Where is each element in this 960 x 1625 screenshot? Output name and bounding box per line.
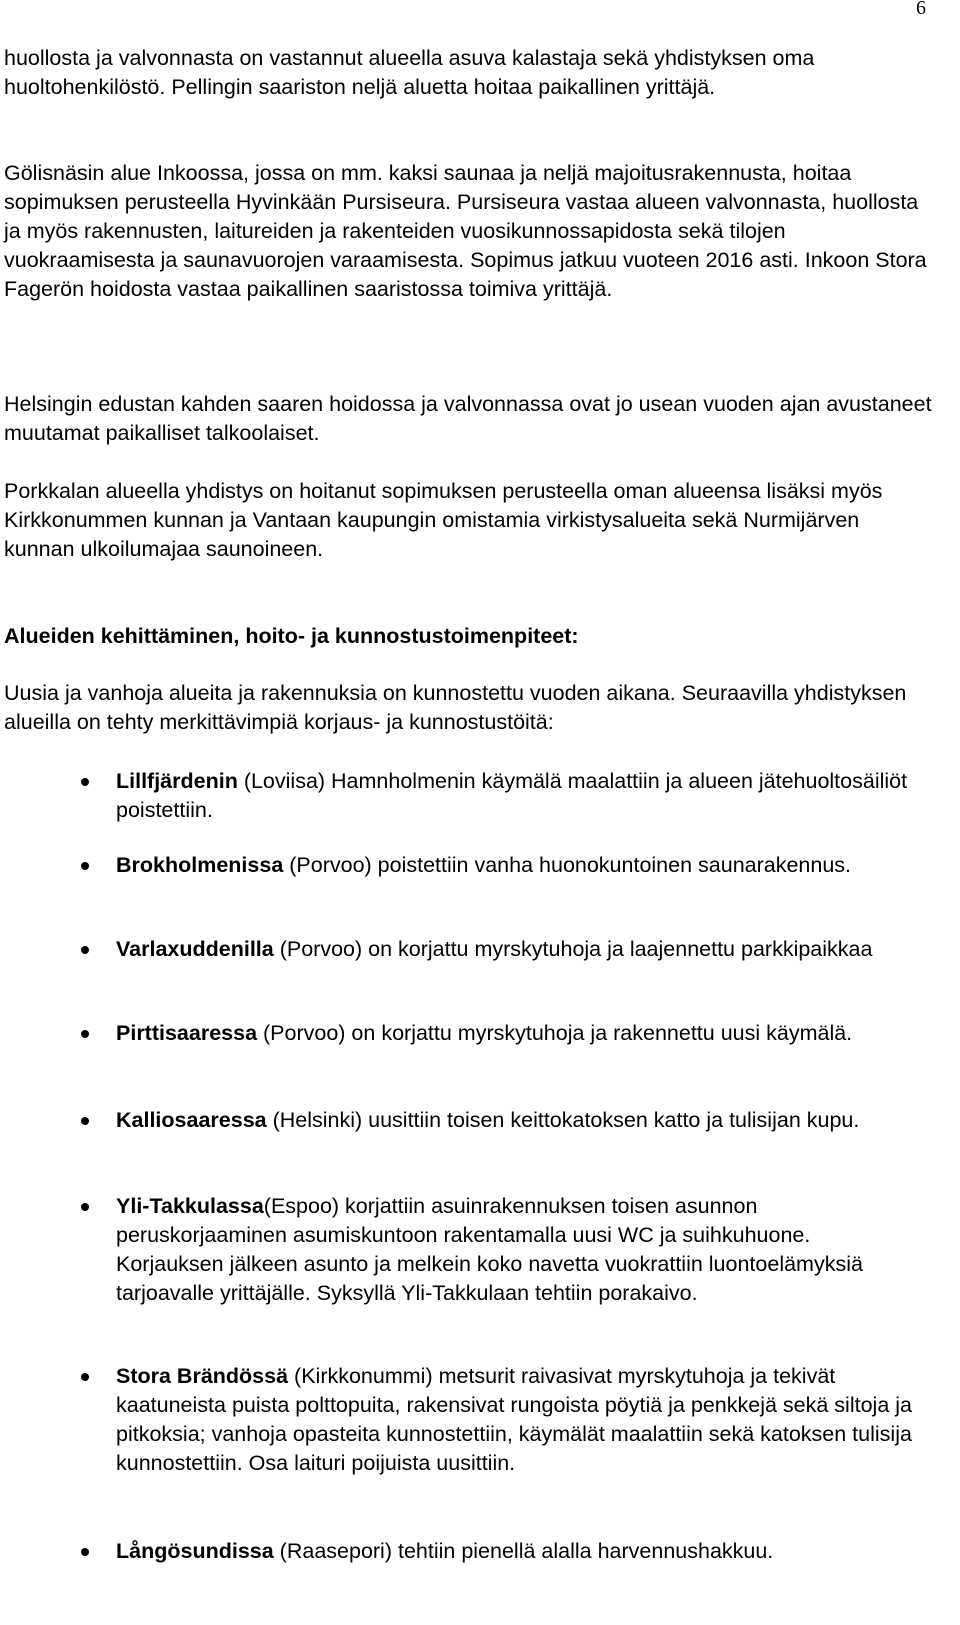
bullet-icon bbox=[81, 946, 89, 954]
bullet-icon bbox=[81, 1548, 89, 1556]
paragraph-intro: Uusia ja vanhoja alueita ja rakennuksia on kunnostettu vuoden aikana. Seuraavilla yhdistyksen alueilla on tehty merkittävimpiä korjaus- ja kunnostustöitä: bbox=[4, 681, 907, 734]
list-item-description: (Porvoo) poistettiin vanha huonokuntoinen saunarakennus. bbox=[283, 853, 852, 877]
bullet-icon bbox=[81, 1030, 89, 1038]
area-name: Pirttisaaressa bbox=[116, 1021, 258, 1045]
bullet-icon bbox=[81, 778, 89, 786]
area-name: Långösundissa bbox=[116, 1539, 274, 1563]
list-item-description: (Loviisa) Hamnholmenin käymälä maalattiin ja alueen jätehuoltosäiliöt poistettiin. bbox=[116, 769, 908, 822]
list-item-text bbox=[116, 1362, 916, 1478]
page-number: 6 bbox=[916, 0, 926, 19]
list-item-text bbox=[116, 935, 916, 964]
area-name: Varlaxuddenilla bbox=[116, 937, 274, 961]
list-item-description: (Raasepori) tehtiin pienellä alalla harvennushakkuu. bbox=[273, 1539, 774, 1563]
bullet-icon bbox=[81, 1373, 89, 1381]
paragraph-helsinki: Helsingin edustan kahden saaren hoidossa ja valvonnassa ovat jo usean vuoden ajan avustaneet muutamat paikalliset talkoolaiset. bbox=[4, 392, 932, 445]
bullet-icon bbox=[81, 1117, 89, 1125]
area-name: Lillfjärdenin bbox=[116, 769, 238, 793]
area-name: Kalliosaaressa bbox=[116, 1108, 267, 1132]
section-heading: Alueiden kehittäminen, hoito- ja kunnostustoimenpiteet: bbox=[4, 624, 579, 648]
list-item-text bbox=[116, 1537, 916, 1566]
area-name: Yli-Takkulassa bbox=[116, 1194, 264, 1218]
list-item-text bbox=[116, 1192, 916, 1308]
area-name: Stora Brändössä bbox=[116, 1364, 289, 1388]
area-name: Brokholmenissa bbox=[116, 853, 284, 877]
list-item-description: (Espoo) korjattiin asuinrakennuksen toisen asunnon peruskorjaaminen asumiskuntoon rakentamalla uusi WC ja suihkuhuone. Korjauksen jälkeen asunto ja melkein koko navetta vuokrattiin luontoelämyksiä tarjoavalle yrittäjälle. Syksyllä Yli-Takkulaan tehtiin porakaivo. bbox=[116, 1194, 863, 1305]
list-item-description: (Kirkkonummi) metsurit raivasivat myrskytuhoja ja tekivät kaatuneista puista polttopuita, rakensivat rungoista pöytiä ja penkkejä sekä siltoja ja pitkoksia; vanhoja opasteita kunnostettiin, käymälät maalattiin sekä katoksen tulisija kunnostettiin. Osa laituri poijuista uusittiin. bbox=[116, 1364, 912, 1475]
list-item-description: (Porvoo) on korjattu myrskytuhoja ja laajennettu parkkipaikkaa bbox=[273, 937, 873, 961]
bullet-icon bbox=[81, 862, 89, 870]
list-item-description: (Porvoo) on korjattu myrskytuhoja ja rakennettu uusi käymälä. bbox=[257, 1021, 853, 1045]
list-item-description: (Helsinki) uusittiin toisen keittokatoksen katto ja tulisijan kupu. bbox=[266, 1108, 860, 1132]
bullet-icon bbox=[81, 1203, 89, 1211]
paragraph-maintenance: huollosta ja valvonnasta on vastannut alueella asuva kalastaja sekä yhdistyksen oma huoltohenkilöstö. Pellingin saariston neljä aluetta hoitaa paikallinen yrittäjä. bbox=[4, 46, 815, 99]
paragraph-porkkala: Porkkalan alueella yhdistys on hoitanut sopimuksen perusteella oman alueensa lisäksi myös Kirkkonummen kunnan ja Vantaan kaupungin omistamia virkistysalueita sekä Nurmijärven kunnan ulkoilumajaa saunoineen. bbox=[4, 479, 883, 561]
list-item-text bbox=[116, 1106, 916, 1135]
list-item-text bbox=[116, 851, 916, 880]
paragraph-golisnas: Gölisnäsin alue Inkoossa, jossa on mm. kaksi saunaa ja neljä majoitusrakennusta, hoitaa sopimuksen perusteella Hyvinkään Pursiseura. Pursiseura vastaa alueen valvonnasta, huollosta ja myös rakennusten, laitureiden ja rakenteiden vuosikunnossapidosta sekä tilojen vuokraamisesta ja saunavuorojen varaamisesta. Sopimus jatkuu vuoteen 2016 asti. Inkoon Stora Fagerön hoidosta vastaa paikallinen saaristossa toimiva yrittäjä. bbox=[4, 161, 927, 301]
list-item-text bbox=[116, 767, 916, 825]
list-item-text bbox=[116, 1019, 916, 1048]
